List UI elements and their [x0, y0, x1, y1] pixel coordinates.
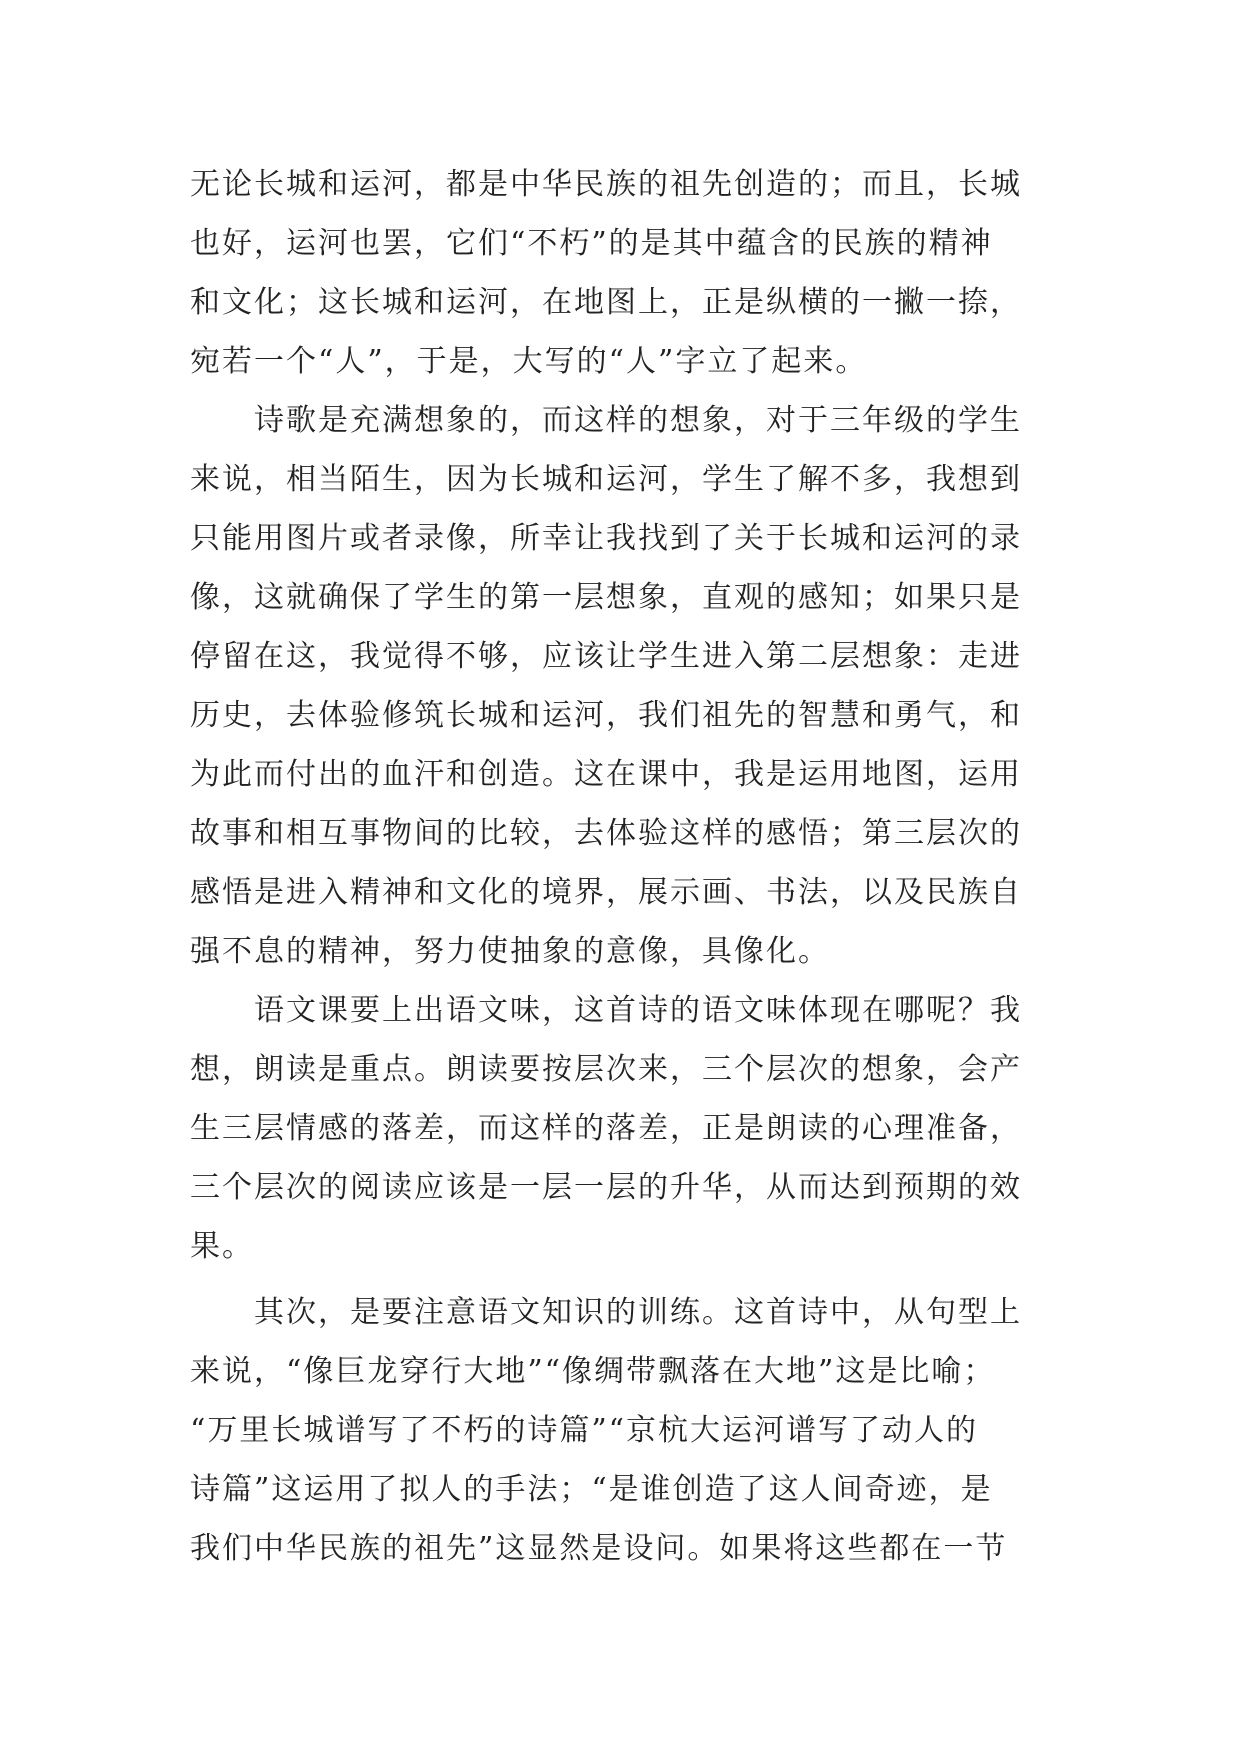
text-line: 宛若一个“人”，于是，大写的“人”字立了起来。 — [190, 344, 868, 379]
text-line: 和文化；这长城和运河，在地图上，正是纵横的一撇一捺， — [190, 285, 1022, 320]
text-line: 也好，运河也罢，它们“不朽”的是其中蕴含的民族的精神 — [190, 226, 993, 261]
text-line: 生三层情感的落差，而这样的落差，正是朗读的心理准备， — [190, 1111, 1022, 1146]
text-line: 三个层次的阅读应该是一层一层的升华，从而达到预期的效 — [190, 1170, 1022, 1205]
text-line: 来说，相当陌生，因为长城和运河，学生了解不多，我想到 — [190, 462, 1022, 497]
text-line: “万里长城谱写了不朽的诗篇”“京杭大运河谱写了动人的 — [190, 1413, 979, 1448]
paragraph-3 — [190, 981, 1060, 1276]
text-line: 诗篇”这运用了拟人的手法；“是谁创造了这人间奇迹，是 — [190, 1472, 993, 1507]
text-line: 停留在这，我觉得不够，应该让学生进入第二层想象：走进 — [190, 639, 1022, 674]
text-line: 历史，去体验修筑长城和运河，我们祖先的智慧和勇气，和 — [190, 698, 1022, 733]
text-line: 强不息的精神，努力使抽象的意像，具像化。 — [190, 934, 830, 969]
text-line: 语文课要上出语文味，这首诗的语文味体现在哪呢？我 — [190, 993, 1022, 1028]
text-line: 无论长城和运河，都是中华民族的祖先创造的；而且，长城 — [190, 167, 1022, 202]
paragraph-spacer — [190, 1276, 1060, 1283]
paragraph-4 — [190, 1283, 1060, 1578]
text-line: 我们中华民族的祖先”这显然是设问。如果将这些都在一节 — [190, 1531, 1008, 1566]
text-line: 诗歌是充满想象的，而这样的想象，对于三年级的学生 — [190, 403, 1022, 438]
text-line: 只能用图片或者录像，所幸让我找到了关于长城和运河的录 — [190, 521, 1022, 556]
text-line: 感悟是进入精神和文化的境界，展示画、书法，以及民族自 — [190, 875, 1022, 910]
text-line: 果。 — [190, 1229, 254, 1264]
text-line: 为此而付出的血汗和创造。这在课中，我是运用地图，运用 — [190, 757, 1022, 792]
body-text — [190, 155, 1060, 1578]
paragraph-2 — [190, 391, 1060, 981]
text-line: 像，这就确保了学生的第一层想象，直观的感知；如果只是 — [190, 580, 1022, 615]
text-line: 想，朗读是重点。朗读要按层次来，三个层次的想象，会产 — [190, 1052, 1022, 1087]
paragraph-1 — [190, 155, 1060, 391]
text-line: 其次，是要注意语文知识的训练。这首诗中，从句型上 — [190, 1295, 1022, 1330]
text-line: 来说，“像巨龙穿行大地”“像绸带飘落在大地”这是比喻； — [190, 1354, 996, 1389]
text-line: 故事和相互事物间的比较，去体验这样的感悟；第三层次的 — [190, 816, 1022, 851]
